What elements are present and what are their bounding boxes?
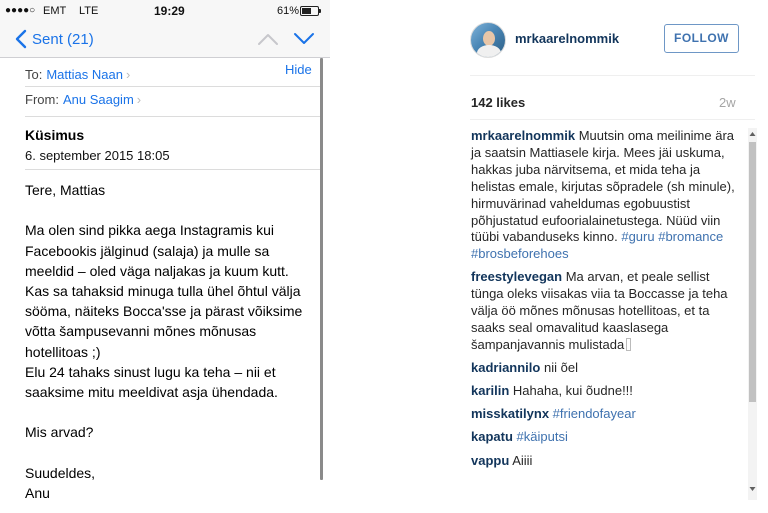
mail-body-line: Ma olen sind pikka aega Instagramis kui (25, 222, 275, 239)
likes-count[interactable]: 142 likes (471, 95, 526, 110)
mail-screenshot (0, 0, 330, 513)
hashtag[interactable]: #brosbeforehoes (471, 246, 569, 262)
comments-list (471, 128, 741, 476)
comment-text[interactable]: #käiputsi (516, 429, 568, 445)
instagram-panel (458, 0, 768, 513)
battery-icon (300, 6, 319, 16)
mail-greeting: Tere, Mattias (25, 182, 106, 198)
chevron-right-icon: › (136, 92, 142, 107)
comment (471, 360, 741, 377)
from-row (25, 92, 141, 107)
divider (25, 169, 322, 170)
from-sender[interactable]: Anu Saagim (62, 92, 134, 107)
battery-fill (302, 8, 311, 14)
expand-icon[interactable] (626, 338, 631, 351)
divider (470, 75, 755, 76)
comment-username[interactable]: kapatu (471, 429, 513, 445)
avatar[interactable] (470, 22, 506, 58)
comment-username[interactable]: karilin (471, 383, 510, 399)
network-label: LTE (79, 5, 99, 17)
comment (471, 383, 741, 400)
follow-button[interactable]: FOLLOW (664, 24, 739, 53)
post-username[interactable]: mrkaarelnommik (515, 31, 620, 46)
mail-body-line: Kas sa tahaksid minuga tulla ühel õhtul välja (25, 283, 301, 299)
comment-username[interactable]: vappu (471, 452, 510, 468)
divider (25, 86, 322, 87)
comment-username[interactable]: mrkaarelnommik (471, 128, 576, 143)
chevron-up-icon[interactable] (257, 31, 279, 47)
battery-percent: 61% (277, 5, 300, 17)
mail-signature: Anu (25, 485, 50, 501)
mail-body-line: Facebookis jälginud (salaja) ja mulle sa (25, 242, 270, 259)
mail-body-line: hotellitoas ;) (25, 343, 101, 360)
status-time: 19:29 (154, 4, 185, 18)
hide-details-link[interactable]: Hide (285, 62, 312, 77)
mail-body (25, 180, 320, 503)
scroll-up-icon[interactable] (748, 128, 757, 140)
comment-text: Ma arvan, et peale sellist tünga oleks viisakas viia ta Boccasse ja teha välja öö mõnes mõnusas hotellitoas, et ta saaks seal omavalitud kaaslasega šampanjavannis mulistada (471, 269, 728, 353)
mail-body-line: Elu 24 tahaks sinust lugu ka teha – nii et (25, 363, 276, 380)
scroll-down-icon[interactable] (748, 483, 757, 495)
comment-username[interactable]: kadriannilo (471, 360, 541, 376)
mail-body-line: saaksime mitu meeldivat asja ühendada. (25, 384, 278, 401)
mail-scrollbar[interactable] (320, 58, 323, 480)
caption (471, 128, 741, 263)
comment-text: nii õel (543, 360, 578, 376)
carrier-label: EMT (43, 5, 67, 17)
divider (25, 116, 322, 117)
mail-message (0, 58, 322, 513)
mail-body-line: sööma, näiteks Bocca'sse ja pärast võiksime (25, 303, 303, 320)
comment (471, 453, 741, 470)
signal-icon: ●●●●○ (5, 5, 36, 16)
chevron-right-icon: › (125, 67, 131, 82)
mail-question: Mis arvad? (25, 424, 94, 441)
status-bar (0, 0, 330, 22)
mail-nav-bar (0, 22, 330, 58)
hashtag[interactable]: #guru (621, 229, 655, 245)
post-age: 2w (719, 95, 736, 110)
to-label: To: (25, 67, 43, 82)
mail-body-line: võtta šampusevanni mõnes mõnusas (25, 323, 257, 340)
hashtag[interactable]: #bromance (658, 229, 724, 245)
to-recipient[interactable]: Mattias Naan (46, 67, 123, 82)
caption-text: Muutsin oma meilinime ära ja saatsin Mattiasele kirja. Mees jäi uskuma, hakkas juba närvitsema, et mida teha ja helistas emale, kirjutas sõpradele (sh minule), hirmuvärinad vaheldumas egobuustist põhjustatud eufoorialainetustega. Nüüd viin tüübi vabanduseks kinno. (471, 128, 735, 245)
divider (470, 119, 755, 120)
scrollbar-thumb[interactable] (749, 142, 756, 402)
chevron-down-icon[interactable] (293, 31, 315, 47)
comment (471, 429, 741, 446)
mail-date: 6. september 2015 18:05 (25, 148, 170, 163)
comment-text: Hahaha, kui õudne!!! (512, 383, 633, 399)
comment (471, 269, 741, 354)
mail-signoff: Suudeldes, (25, 464, 96, 481)
mail-body-line: meeldid – oled väga naljakas ja kuum kutt. (25, 262, 289, 279)
mail-subject: Küsimus (25, 127, 85, 143)
back-button-label: Sent (21) (32, 30, 94, 48)
comment-text: Aiiii (512, 452, 533, 468)
from-label: From: (25, 92, 59, 107)
back-button[interactable] (14, 29, 94, 49)
comment-username[interactable]: misskatilynx (471, 406, 550, 422)
post-header (458, 0, 768, 75)
comment (471, 406, 741, 423)
comment-username[interactable]: freestylevegan (471, 269, 563, 285)
comment-text[interactable]: #friendofayear (552, 406, 636, 422)
chevron-left-icon (14, 29, 28, 49)
to-row (25, 67, 130, 82)
